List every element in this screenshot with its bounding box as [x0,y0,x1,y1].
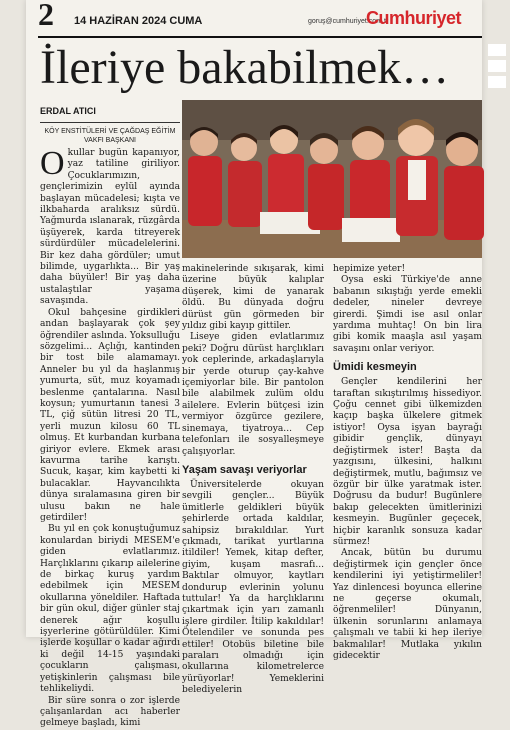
paragraph: hepimize yeter! [333,264,406,274]
paragraph: Oysa eski Türkiye'de anne babanın sıkıştığı yerde emekli dedeler, nineler devreye girerdi. Şimdi ise asıl onlar yardıma muhtaç! On bin lira gibi komik maaşla asıl yaşam savaşını onlar veriyor. [333,275,482,354]
article-headline: İleriye bakabilmek… [40,41,450,94]
contact-email: goruş@cumhuriyet.com.tr [308,18,389,25]
issue-date: 14 HAZİRAN 2024 CUMA [74,15,203,27]
header-rule [38,36,482,38]
drop-cap: O [40,145,65,182]
newspaper-logo: Cumhuriyet [366,8,462,28]
author-name: ERDAL ATICI [40,106,96,116]
article-column-2 [182,264,324,697]
paragraph: Bir süre sonra o zor işlerde çalışanlardan acı haberler gelmeye başladı, kimi [40,695,180,729]
article-photo-children-reading [182,100,482,258]
newspaper-page [26,0,482,729]
paragraph: Bu yıl en çok konuştuğumuz konulardan biriydi MESEM'e giden evlatlarımız. Harçlıklarını çıkarıp ailelerine de birkaç kuruş yardım edebilmek için MESEM okullarına yöneldiler. Haftada bir gün okul, diğer günler staj denerek ağır koşullu işyerlerine götürüldüler. Kimi işlerde koşullar o kadar ağırdı ki değil 14-15 yaşındaki çocukların çalışması, yetişkinlerin çalışması bile tehlikeliydi. [40,524,180,695]
paragraph: Okul bahçesine girdikleri andan başlayarak çok şey öğrendiler aslında. Yoksulluğu sözgelimi... Açlığı, kantinden bir tost bile alamamayı. Anneler bu yıl da haşlanmış yumurta, süt, muz koyamadı beslenme çantalarına. Nasıl koysun; yumurtanın tanesi 3 TL, çiğ sütün litresi 20 TL, yerli muzun kilosu 60 TL olmuş. Et kurbandan kurbana giriyor evlere. Ekmek arası kavurma tarihe karıştı. Sucuk, kaşar, kim kaybetti ki bulacaklar. Hayvancılıkta dünya sıralamasına giren bir ulusu bakın ne hale getirdiler! [40,307,180,523]
author-title: KÖY ENSTİTÜLERİ VE ÇAĞDAŞ EĞİTİM VAKFI BAŞKANI [44,128,176,144]
subheading: Ümidi kesmeyin [333,361,417,374]
article-column-3 [333,264,482,662]
paragraph: Liseye giden evlatlarımız peki? Doğru dürüst harçlıkları yok ceplerinde, arkadaşlarıyla bir yerde oturup çay-kahve içemiyorlar bile. Bir pantolon bile alabilmek zulüm oldu ailelere. Evlerin bütçesi izin vermiyor özgürce gezilere, sinemaya, tiyatroya... Cep telefonları ile sosyalleşmeye çalışıyorlar. [182,332,324,457]
classroom-illustration [182,100,482,258]
page-header [26,0,482,36]
paragraph: Üniversitelerde okuyan sevgili gençler... Büyük ümitlerle geldikleri büyük şehirlerde ortada kaldılar, sahipsiz bırakıldılar. Yurt çıkmadı, tarikat yurtlarına itildiler! Yemek, kitap defter, giyim, kuşam masrafı... Baktılar olmuyor, kaytları dondurup evlerinin yolunu tuttular! Ya da harçlıklarını çıkartmak için yarı zamanlı işlere girdiler. İtilip kakıldılar! Ötelendiler ve sonunda pes ettiler! Otobüs biletine bile paraları olmadığı için okullarına kilometrelerce yürüyorlar! Yemeklerini belediyelerin [182,479,324,696]
paragraph: makinelerinde sıkışarak, kimi üzerine büyük kalıplar düşerek, kimi de yanarak öldü. Bu dünyada doğru dürüst gün görmeden bir yıldız gibi kayıp gittiler. [182,264,324,332]
byline [40,106,180,145]
adjacent-page-edge [488,44,510,604]
article-column-1 [40,145,180,730]
author-rule [40,122,180,123]
paragraph: Ancak, bütün bu durumu değiştirmek için gençler önce kendilerini iyi yetiştirmeliler! Yaz dinlencesi boyunca ellerine ne geçerse okumalı, öğrenmeliler! Dünyanın, ülkenin sorunlarını anlamaya çalışmalı ve tabii ki hep ileriye bakmalılar! Mutlaka yıkılın gidecektir [333,548,482,661]
paragraph: kullar bugün kapanıyor, yaz tatiline giriliyor. Çocuklarımızın, gençlerimizin eylül ayında başlayan mücadelesi; kışta ve ilkbaharda aralıksız sürdü. Yağmurda ıslanarak, rüzgârda üşüyerek, karda titreyerek sürdürdüler mücadelelerini. Bir kez daha gördüler; umut bilimde, uygarlıkta... Bir yaş daha büyüler! Bir yaş daha ustalaştılar yaşama savaşında. [40,148,180,307]
subheading: Yaşam savaşı veriyorlar [182,463,307,476]
page-number: 2 [38,0,54,32]
paragraph: Gençler kendilerini her taraftan sıkıştırılmış hissediyor. Çoğu cennet gibi ülkemizden kaçıp başka ülkelere gitmek istiyor! Oysa işyan bayrağı gibidir gençlik, dünyayı değiştirmek ister! Başta da yazgısını, ülkesini, halkını değiştirmek, mutlu, bağımsız ve özgür bir ülke yaratmak ister. Doğrusu da budur! Bugünlere bakıp gelecekten ümitlerinizi kesmeyin. Bugünler geçecek, hiçbir karanlık sonsuza kadar sürmez! [333,377,482,547]
